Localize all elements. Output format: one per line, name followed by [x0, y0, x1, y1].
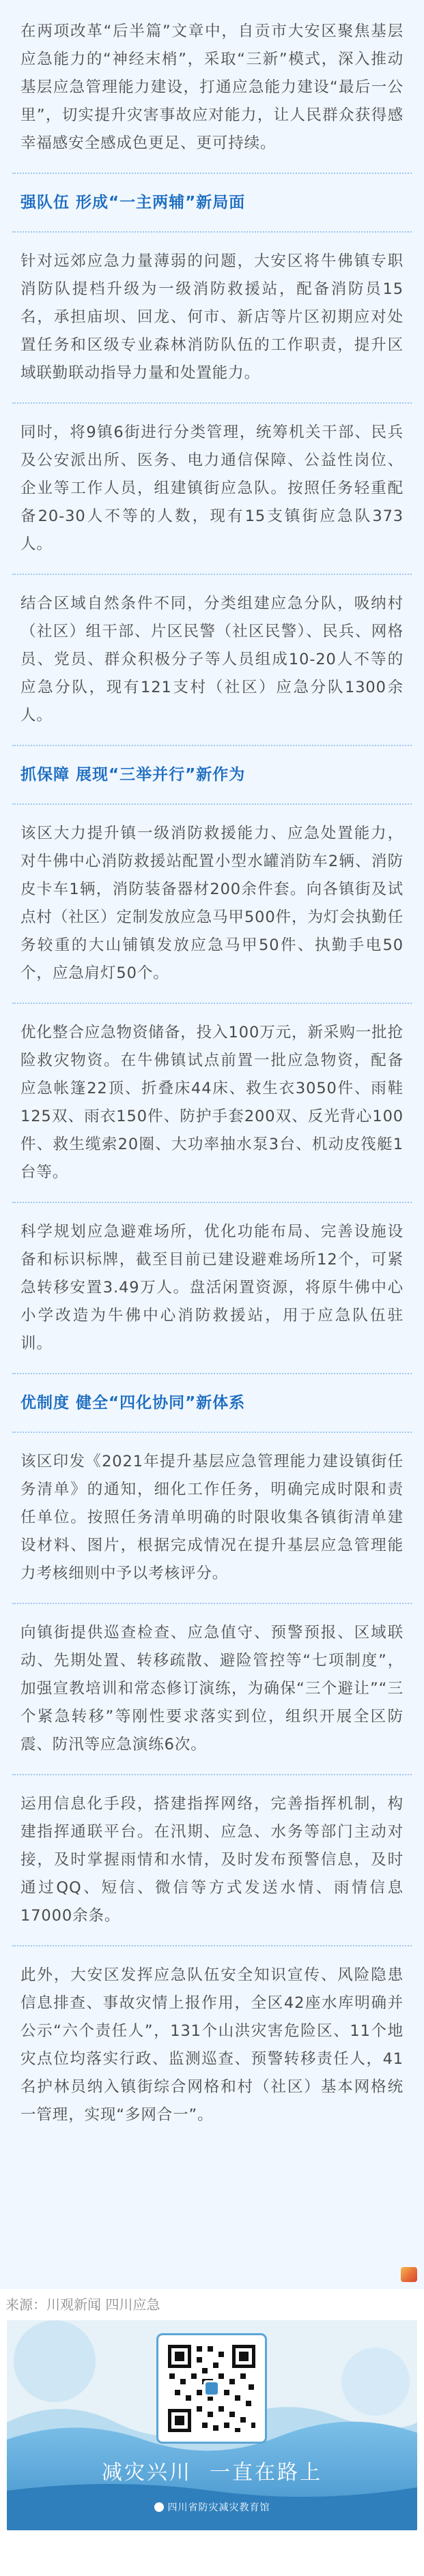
- qr-code-icon: [165, 2342, 258, 2435]
- section-heading-strong-team: 强队伍 形成“一主两辅”新局面: [20, 194, 246, 211]
- section-block-system: [12, 1774, 412, 1945]
- slogan-left: 减灾兴川: [102, 2461, 192, 2485]
- section-heading-guarantee: 抓保障 展现“三举并行”新作为: [20, 766, 246, 784]
- section-heading-block: [12, 745, 412, 803]
- body-paragraph: 该区大力提升镇一级消防救援能力、应急处置能力，对牛佛中心消防救援站配置小型水罐消防车2辆、消防皮卡车1辆，消防装备器材200余件套。向各镇街及试点村（社区）定制发放应急马甲500件，为灯会执勤任务较重的大山铺镇发放应急马甲50件、执勤手电50个，应急肩灯50个。: [20, 825, 404, 982]
- source-line: 来源：川观新闻 四川应急: [5, 2296, 160, 2313]
- banner-org: [7, 2500, 417, 2514]
- body-paragraph: 该区印发《2021年提升基层应急管理能力建设镇街任务清单》的通知，细化工作任务，明确完成时限和责任单位。按照任务清单明确的时限收集各镇街清单建设材料、图片，根据完成情况在提升基层应急管理能力考核细则中予以考核评分。: [20, 1453, 404, 1582]
- section-heading-block: [12, 1373, 412, 1432]
- section-block-guarantee: [12, 1202, 412, 1373]
- body-paragraph: 运用信息化手段，搭建指挥网络，完善指挥机制，构建指挥通联平台。在汛期、应急、水务等部门主动对接，及时掌握雨情和水情，及时发布预警信息，及时通过QQ、短信、微信等方式发送水情、雨情信息17000余条。: [20, 1795, 404, 1925]
- section-block-strong-team: [12, 231, 412, 402]
- slogan-right: 一直在路上: [210, 2461, 322, 2485]
- body-paragraph: 结合区域自然条件不同，分类组建应急分队，吸纳村（社区）组干部、片区民警（社区民警）、民兵、网格员、党员、群众积极分子等人员组成10-20人不等的应急分队，现有121支村（社区）应急分队1300余人。: [20, 595, 404, 724]
- section-heading-block: [12, 173, 412, 231]
- org-name: 四川省防灾减灾教育馆: [167, 2502, 270, 2513]
- qr-code-frame: [158, 2335, 265, 2442]
- intro-block: [12, 7, 412, 173]
- org-logo-icon: [154, 2502, 164, 2512]
- body-paragraph: 科学规划应急避难场所，优化功能布局、完善设施设备和标识标牌，截至目前已建设避难场所12个，可紧急转移安置3.49万人。盘活闲置资源，将原牛佛中心小学改造为牛佛中心消防救援站，用于应急队伍驻训。: [20, 1223, 404, 1352]
- body-paragraph: 优化整合应急物资储备，投入100万元，新采购一批抢险救灾物资。在牛佛镇试点前置一批应急物资，配备应急帐篷22顶、折叠床44床、救生衣3050件、雨鞋125双、雨衣150件、防护手套200双、反光背心100件、救生缆索20圈、大功率抽水泵3台、机动皮筏艇1台等。: [20, 1024, 404, 1181]
- section-block-strong-team: [12, 574, 412, 745]
- banner-slogan: [7, 2455, 417, 2485]
- section-block-system: [12, 1603, 412, 1774]
- section-block-guarantee: [12, 803, 412, 1003]
- body-paragraph: 同时，将9镇6街进行分类管理，统筹机关干部、民兵及公安派出所、医务、电力通信保障、公益性岗位、企业等工作人员，组建镇街应急队。按照任务轻重配备20-30人不等的人数，现有15支镇街应急队373人。: [20, 424, 404, 553]
- body-paragraph: 向镇街提供巡查检查、应急值守、预警预报、区域联动、先期处置、转移疏散、避险管控等“七项制度”，加强宣教培训和常态修订演练，为确保“三个避让”“三个紧急转移”等刚性要求落实到位，组织开展全区防震、防汛等应急演练6次。: [20, 1624, 404, 1753]
- body-paragraph: 针对远郊应急力量薄弱的问题，大安区将牛佛镇专职消防队提档升级为一级消防救援站，配备消防员15名，承担庙坝、回龙、何市、新店等片区初期应对处置任务和区级专业森林消防队伍的工作职责，提升区域联勤联动指导力量和处置能力。: [20, 252, 404, 382]
- section-heading-system: 优制度 健全“四化协同”新体系: [20, 1394, 246, 1412]
- intro-paragraph: 在两项改革“后半篇”文章中，自贡市大安区聚焦基层应急能力的“神经末梢”，采取“三新”模式，深入推动基层应急管理能力建设，打通应急能力建设“最后一公里”，切实提升灾害事故应对能力，让人民群众获得感幸福感安全感成色更足、更可持续。: [20, 23, 404, 152]
- section-block-strong-team: [12, 402, 412, 574]
- section-block-system: [12, 1432, 412, 1603]
- section-block-guarantee: [12, 1003, 412, 1202]
- section-block-system: [12, 1945, 412, 2144]
- body-paragraph: 此外，大安区发挥应急队伍安全知识宣传、风险隐患信息排查、事故灾情上报作用，全区42座水库明确并公示“六个责任人”，131个山洪灾害危险区、11个地灾点位均落实行政、监测巡查、预警转移责任人，41名护林员纳入镇街综合网格和村（社区）基本网格统一管理，实现“多网合一”。: [20, 1966, 404, 2124]
- promo-banner: [7, 2320, 417, 2530]
- corner-badge-icon: [401, 2267, 417, 2282]
